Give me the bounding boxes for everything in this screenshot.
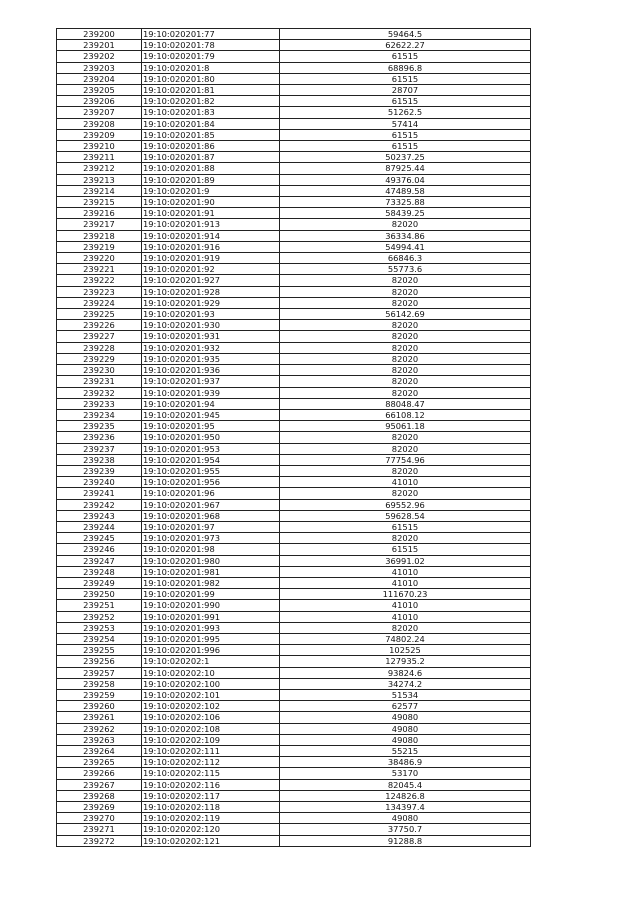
table-row xyxy=(57,241,531,252)
value-cell: 82045.4 xyxy=(280,779,531,790)
value-cell: 127935.2 xyxy=(280,656,531,667)
row-id-cell: 239207 xyxy=(57,107,142,118)
value-cell: 134397.4 xyxy=(280,802,531,813)
cadastral-number-cell: 19:10:020201:79 xyxy=(142,51,280,62)
row-id-cell: 239250 xyxy=(57,589,142,600)
row-id-cell: 239204 xyxy=(57,73,142,84)
cadastral-number-cell: 19:10:020201:9 xyxy=(142,185,280,196)
row-id-cell: 239245 xyxy=(57,533,142,544)
cadastral-number-cell: 19:10:020201:96 xyxy=(142,488,280,499)
cadastral-number-cell: 19:10:020201:993 xyxy=(142,622,280,633)
row-id-cell: 239212 xyxy=(57,163,142,174)
table-row xyxy=(57,712,531,723)
cadastral-number-cell: 19:10:020201:80 xyxy=(142,73,280,84)
cadastral-number-cell: 19:10:020202:120 xyxy=(142,824,280,835)
value-cell: 53170 xyxy=(280,768,531,779)
table-row xyxy=(57,824,531,835)
value-cell: 34274.2 xyxy=(280,678,531,689)
table-row xyxy=(57,577,531,588)
cadastral-number-cell: 19:10:020201:935 xyxy=(142,353,280,364)
cadastral-number-cell: 19:10:020202:119 xyxy=(142,813,280,824)
table-row xyxy=(57,230,531,241)
cadastral-number-cell: 19:10:020201:932 xyxy=(142,342,280,353)
cadastral-number-cell: 19:10:020201:91 xyxy=(142,208,280,219)
value-cell: 93824.6 xyxy=(280,667,531,678)
table-row xyxy=(57,398,531,409)
row-id-cell: 239235 xyxy=(57,421,142,432)
cadastral-number-cell: 19:10:020201:94 xyxy=(142,398,280,409)
cadastral-number-cell: 19:10:020201:931 xyxy=(142,331,280,342)
table-row xyxy=(57,96,531,107)
table-row xyxy=(57,667,531,678)
table-row xyxy=(57,409,531,420)
table-row xyxy=(57,454,531,465)
row-id-cell: 239234 xyxy=(57,409,142,420)
row-id-cell: 239267 xyxy=(57,779,142,790)
row-id-cell: 239272 xyxy=(57,835,142,846)
table-row xyxy=(57,589,531,600)
row-id-cell: 239256 xyxy=(57,656,142,667)
row-id-cell: 239249 xyxy=(57,577,142,588)
row-id-cell: 239265 xyxy=(57,757,142,768)
table-body xyxy=(57,29,531,847)
row-id-cell: 239251 xyxy=(57,600,142,611)
row-id-cell: 239257 xyxy=(57,667,142,678)
cadastral-number-cell: 19:10:020201:93 xyxy=(142,309,280,320)
value-cell: 49080 xyxy=(280,712,531,723)
row-id-cell: 239203 xyxy=(57,62,142,73)
value-cell: 55215 xyxy=(280,746,531,757)
row-id-cell: 239201 xyxy=(57,40,142,51)
row-id-cell: 239230 xyxy=(57,365,142,376)
value-cell: 61515 xyxy=(280,521,531,532)
value-cell: 59464.5 xyxy=(280,29,531,40)
cadastral-number-cell: 19:10:020201:945 xyxy=(142,409,280,420)
row-id-cell: 239202 xyxy=(57,51,142,62)
table-row xyxy=(57,645,531,656)
table-row xyxy=(57,387,531,398)
row-id-cell: 239268 xyxy=(57,790,142,801)
cadastral-number-cell: 19:10:020202:118 xyxy=(142,802,280,813)
table-row xyxy=(57,465,531,476)
cadastral-number-cell: 19:10:020201:81 xyxy=(142,85,280,96)
row-id-cell: 239270 xyxy=(57,813,142,824)
table-row xyxy=(57,286,531,297)
row-id-cell: 239223 xyxy=(57,286,142,297)
row-id-cell: 239258 xyxy=(57,678,142,689)
table-row xyxy=(57,197,531,208)
cadastral-number-cell: 19:10:020201:980 xyxy=(142,555,280,566)
cadastral-number-cell: 19:10:020201:89 xyxy=(142,174,280,185)
row-id-cell: 239233 xyxy=(57,398,142,409)
value-cell: 66846.3 xyxy=(280,253,531,264)
value-cell: 61515 xyxy=(280,129,531,140)
value-cell: 50237.25 xyxy=(280,152,531,163)
row-id-cell: 239213 xyxy=(57,174,142,185)
value-cell: 82020 xyxy=(280,465,531,476)
value-cell: 41010 xyxy=(280,611,531,622)
table-row xyxy=(57,443,531,454)
row-id-cell: 239244 xyxy=(57,521,142,532)
row-id-cell: 239214 xyxy=(57,185,142,196)
value-cell: 82020 xyxy=(280,533,531,544)
value-cell: 41010 xyxy=(280,477,531,488)
table-row xyxy=(57,779,531,790)
cadastral-number-cell: 19:10:020201:88 xyxy=(142,163,280,174)
cadastral-number-cell: 19:10:020201:982 xyxy=(142,577,280,588)
table-row xyxy=(57,29,531,40)
row-id-cell: 239219 xyxy=(57,241,142,252)
table-row xyxy=(57,40,531,51)
table-row xyxy=(57,342,531,353)
table-row xyxy=(57,689,531,700)
table-row xyxy=(57,264,531,275)
value-cell: 58439.25 xyxy=(280,208,531,219)
cadastral-number-cell: 19:10:020202:102 xyxy=(142,701,280,712)
row-id-cell: 239248 xyxy=(57,566,142,577)
cadastral-number-cell: 19:10:020201:85 xyxy=(142,129,280,140)
value-cell: 57414 xyxy=(280,118,531,129)
data-table xyxy=(56,28,531,847)
value-cell: 82020 xyxy=(280,320,531,331)
row-id-cell: 239210 xyxy=(57,141,142,152)
cadastral-number-cell: 19:10:020201:936 xyxy=(142,365,280,376)
table-row xyxy=(57,365,531,376)
value-cell: 28707 xyxy=(280,85,531,96)
value-cell: 55773.6 xyxy=(280,264,531,275)
value-cell: 36334.86 xyxy=(280,230,531,241)
row-id-cell: 239224 xyxy=(57,297,142,308)
row-id-cell: 239241 xyxy=(57,488,142,499)
value-cell: 82020 xyxy=(280,622,531,633)
value-cell: 49080 xyxy=(280,734,531,745)
row-id-cell: 239254 xyxy=(57,633,142,644)
cadastral-number-cell: 19:10:020201:99 xyxy=(142,589,280,600)
row-id-cell: 239222 xyxy=(57,275,142,286)
table-row xyxy=(57,432,531,443)
table-row xyxy=(57,499,531,510)
value-cell: 124826.8 xyxy=(280,790,531,801)
cadastral-number-cell: 19:10:020201:939 xyxy=(142,387,280,398)
cadastral-number-cell: 19:10:020201:86 xyxy=(142,141,280,152)
value-cell: 56142.69 xyxy=(280,309,531,320)
row-id-cell: 239239 xyxy=(57,465,142,476)
cadastral-number-cell: 19:10:020201:98 xyxy=(142,544,280,555)
cadastral-number-cell: 19:10:020201:956 xyxy=(142,477,280,488)
table-row xyxy=(57,297,531,308)
row-id-cell: 239228 xyxy=(57,342,142,353)
table-row xyxy=(57,62,531,73)
value-cell: 102525 xyxy=(280,645,531,656)
value-cell: 49080 xyxy=(280,813,531,824)
cadastral-number-cell: 19:10:020201:90 xyxy=(142,197,280,208)
cadastral-number-cell: 19:10:020202:108 xyxy=(142,723,280,734)
row-id-cell: 239255 xyxy=(57,645,142,656)
value-cell: 82020 xyxy=(280,432,531,443)
row-id-cell: 239226 xyxy=(57,320,142,331)
table-row xyxy=(57,141,531,152)
table-row xyxy=(57,813,531,824)
value-cell: 51534 xyxy=(280,689,531,700)
value-cell: 69552.96 xyxy=(280,499,531,510)
table-row xyxy=(57,421,531,432)
table-row xyxy=(57,219,531,230)
value-cell: 54994.41 xyxy=(280,241,531,252)
table-row xyxy=(57,129,531,140)
value-cell: 59628.54 xyxy=(280,510,531,521)
value-cell: 82020 xyxy=(280,286,531,297)
row-id-cell: 239200 xyxy=(57,29,142,40)
table-row xyxy=(57,633,531,644)
table-row xyxy=(57,521,531,532)
table-row xyxy=(57,152,531,163)
row-id-cell: 239261 xyxy=(57,712,142,723)
table-row xyxy=(57,118,531,129)
cadastral-number-cell: 19:10:020201:973 xyxy=(142,533,280,544)
cadastral-number-cell: 19:10:020201:929 xyxy=(142,297,280,308)
row-id-cell: 239253 xyxy=(57,622,142,633)
table-row xyxy=(57,723,531,734)
cadastral-number-cell: 19:10:020201:990 xyxy=(142,600,280,611)
cadastral-number-cell: 19:10:020201:995 xyxy=(142,633,280,644)
cadastral-number-cell: 19:10:020201:955 xyxy=(142,465,280,476)
table-row xyxy=(57,353,531,364)
value-cell: 61515 xyxy=(280,73,531,84)
value-cell: 49080 xyxy=(280,723,531,734)
table-row xyxy=(57,107,531,118)
row-id-cell: 239232 xyxy=(57,387,142,398)
value-cell: 38486.9 xyxy=(280,757,531,768)
value-cell: 82020 xyxy=(280,353,531,364)
cadastral-number-cell: 19:10:020202:101 xyxy=(142,689,280,700)
cadastral-number-cell: 19:10:020201:928 xyxy=(142,286,280,297)
value-cell: 82020 xyxy=(280,376,531,387)
value-cell: 36991.02 xyxy=(280,555,531,566)
value-cell: 111670.23 xyxy=(280,589,531,600)
cadastral-number-cell: 19:10:020201:916 xyxy=(142,241,280,252)
value-cell: 61515 xyxy=(280,544,531,555)
row-id-cell: 239266 xyxy=(57,768,142,779)
value-cell: 68896.8 xyxy=(280,62,531,73)
table-row xyxy=(57,309,531,320)
table-row xyxy=(57,555,531,566)
value-cell: 61515 xyxy=(280,51,531,62)
value-cell: 41010 xyxy=(280,577,531,588)
cadastral-number-cell: 19:10:020201:950 xyxy=(142,432,280,443)
cadastral-number-cell: 19:10:020201:927 xyxy=(142,275,280,286)
value-cell: 88048.47 xyxy=(280,398,531,409)
table-row xyxy=(57,757,531,768)
table-row xyxy=(57,835,531,846)
value-cell: 41010 xyxy=(280,566,531,577)
value-cell: 62622.27 xyxy=(280,40,531,51)
table-row xyxy=(57,678,531,689)
table-row xyxy=(57,510,531,521)
value-cell: 77754.96 xyxy=(280,454,531,465)
cadastral-number-cell: 19:10:020201:77 xyxy=(142,29,280,40)
row-id-cell: 239209 xyxy=(57,129,142,140)
row-id-cell: 239218 xyxy=(57,230,142,241)
row-id-cell: 239205 xyxy=(57,85,142,96)
table-row xyxy=(57,376,531,387)
cadastral-number-cell: 19:10:020201:967 xyxy=(142,499,280,510)
value-cell: 62577 xyxy=(280,701,531,712)
table-row xyxy=(57,73,531,84)
table-row xyxy=(57,600,531,611)
table-row xyxy=(57,331,531,342)
table-row xyxy=(57,208,531,219)
cadastral-number-cell: 19:10:020202:100 xyxy=(142,678,280,689)
row-id-cell: 239206 xyxy=(57,96,142,107)
table-row xyxy=(57,253,531,264)
row-id-cell: 239215 xyxy=(57,197,142,208)
table-row xyxy=(57,746,531,757)
table-row xyxy=(57,544,531,555)
table-row xyxy=(57,51,531,62)
cadastral-number-cell: 19:10:020201:954 xyxy=(142,454,280,465)
row-id-cell: 239252 xyxy=(57,611,142,622)
row-id-cell: 239264 xyxy=(57,746,142,757)
value-cell: 82020 xyxy=(280,342,531,353)
value-cell: 66108.12 xyxy=(280,409,531,420)
value-cell: 91288.8 xyxy=(280,835,531,846)
table-row xyxy=(57,174,531,185)
row-id-cell: 239208 xyxy=(57,118,142,129)
value-cell: 51262.5 xyxy=(280,107,531,118)
row-id-cell: 239221 xyxy=(57,264,142,275)
cadastral-number-cell: 19:10:020201:84 xyxy=(142,118,280,129)
table-row xyxy=(57,320,531,331)
cadastral-number-cell: 19:10:020201:82 xyxy=(142,96,280,107)
cadastral-number-cell: 19:10:020201:78 xyxy=(142,40,280,51)
cadastral-number-cell: 19:10:020201:83 xyxy=(142,107,280,118)
cadastral-number-cell: 19:10:020201:95 xyxy=(142,421,280,432)
row-id-cell: 239271 xyxy=(57,824,142,835)
cadastral-number-cell: 19:10:020202:121 xyxy=(142,835,280,846)
table-row xyxy=(57,622,531,633)
cadastral-number-cell: 19:10:020202:116 xyxy=(142,779,280,790)
cadastral-number-cell: 19:10:020201:981 xyxy=(142,566,280,577)
row-id-cell: 239217 xyxy=(57,219,142,230)
row-id-cell: 239269 xyxy=(57,802,142,813)
row-id-cell: 239247 xyxy=(57,555,142,566)
row-id-cell: 239243 xyxy=(57,510,142,521)
cadastral-number-cell: 19:10:020201:953 xyxy=(142,443,280,454)
value-cell: 47489.58 xyxy=(280,185,531,196)
table-row xyxy=(57,163,531,174)
table-row xyxy=(57,768,531,779)
value-cell: 82020 xyxy=(280,488,531,499)
row-id-cell: 239231 xyxy=(57,376,142,387)
row-id-cell: 239220 xyxy=(57,253,142,264)
row-id-cell: 239240 xyxy=(57,477,142,488)
cadastral-number-cell: 19:10:020201:87 xyxy=(142,152,280,163)
row-id-cell: 239260 xyxy=(57,701,142,712)
row-id-cell: 239238 xyxy=(57,454,142,465)
table-row xyxy=(57,701,531,712)
value-cell: 49376.04 xyxy=(280,174,531,185)
row-id-cell: 239229 xyxy=(57,353,142,364)
table-row xyxy=(57,533,531,544)
row-id-cell: 239225 xyxy=(57,309,142,320)
table-row xyxy=(57,185,531,196)
cadastral-number-cell: 19:10:020202:106 xyxy=(142,712,280,723)
value-cell: 82020 xyxy=(280,297,531,308)
value-cell: 73325.88 xyxy=(280,197,531,208)
row-id-cell: 239211 xyxy=(57,152,142,163)
cadastral-number-cell: 19:10:020202:111 xyxy=(142,746,280,757)
row-id-cell: 239262 xyxy=(57,723,142,734)
row-id-cell: 239259 xyxy=(57,689,142,700)
table-row xyxy=(57,275,531,286)
value-cell: 82020 xyxy=(280,443,531,454)
table-row xyxy=(57,734,531,745)
value-cell: 82020 xyxy=(280,365,531,376)
value-cell: 74802.24 xyxy=(280,633,531,644)
table-row xyxy=(57,611,531,622)
cadastral-number-cell: 19:10:020202:10 xyxy=(142,667,280,678)
cadastral-number-cell: 19:10:020201:968 xyxy=(142,510,280,521)
value-cell: 61515 xyxy=(280,141,531,152)
table-row xyxy=(57,790,531,801)
value-cell: 95061.18 xyxy=(280,421,531,432)
row-id-cell: 239236 xyxy=(57,432,142,443)
cadastral-number-cell: 19:10:020201:8 xyxy=(142,62,280,73)
cadastral-number-cell: 19:10:020201:92 xyxy=(142,264,280,275)
cadastral-number-cell: 19:10:020201:913 xyxy=(142,219,280,230)
value-cell: 87925.44 xyxy=(280,163,531,174)
cadastral-number-cell: 19:10:020202:109 xyxy=(142,734,280,745)
table-row xyxy=(57,656,531,667)
value-cell: 61515 xyxy=(280,96,531,107)
value-cell: 82020 xyxy=(280,387,531,398)
row-id-cell: 239242 xyxy=(57,499,142,510)
table-row xyxy=(57,488,531,499)
value-cell: 82020 xyxy=(280,331,531,342)
cadastral-number-cell: 19:10:020201:97 xyxy=(142,521,280,532)
cadastral-number-cell: 19:10:020202:117 xyxy=(142,790,280,801)
cadastral-number-cell: 19:10:020201:996 xyxy=(142,645,280,656)
row-id-cell: 239227 xyxy=(57,331,142,342)
row-id-cell: 239263 xyxy=(57,734,142,745)
cadastral-number-cell: 19:10:020201:919 xyxy=(142,253,280,264)
cadastral-number-cell: 19:10:020202:112 xyxy=(142,757,280,768)
row-id-cell: 239246 xyxy=(57,544,142,555)
row-id-cell: 239216 xyxy=(57,208,142,219)
cadastral-number-cell: 19:10:020202:1 xyxy=(142,656,280,667)
cadastral-number-cell: 19:10:020202:115 xyxy=(142,768,280,779)
table-row xyxy=(57,566,531,577)
row-id-cell: 239237 xyxy=(57,443,142,454)
table-row xyxy=(57,477,531,488)
cadastral-number-cell: 19:10:020201:930 xyxy=(142,320,280,331)
value-cell: 82020 xyxy=(280,219,531,230)
value-cell: 41010 xyxy=(280,600,531,611)
cadastral-number-cell: 19:10:020201:914 xyxy=(142,230,280,241)
table-row xyxy=(57,85,531,96)
value-cell: 37750.7 xyxy=(280,824,531,835)
value-cell: 82020 xyxy=(280,275,531,286)
table-row xyxy=(57,802,531,813)
cadastral-number-cell: 19:10:020201:991 xyxy=(142,611,280,622)
cadastral-number-cell: 19:10:020201:937 xyxy=(142,376,280,387)
